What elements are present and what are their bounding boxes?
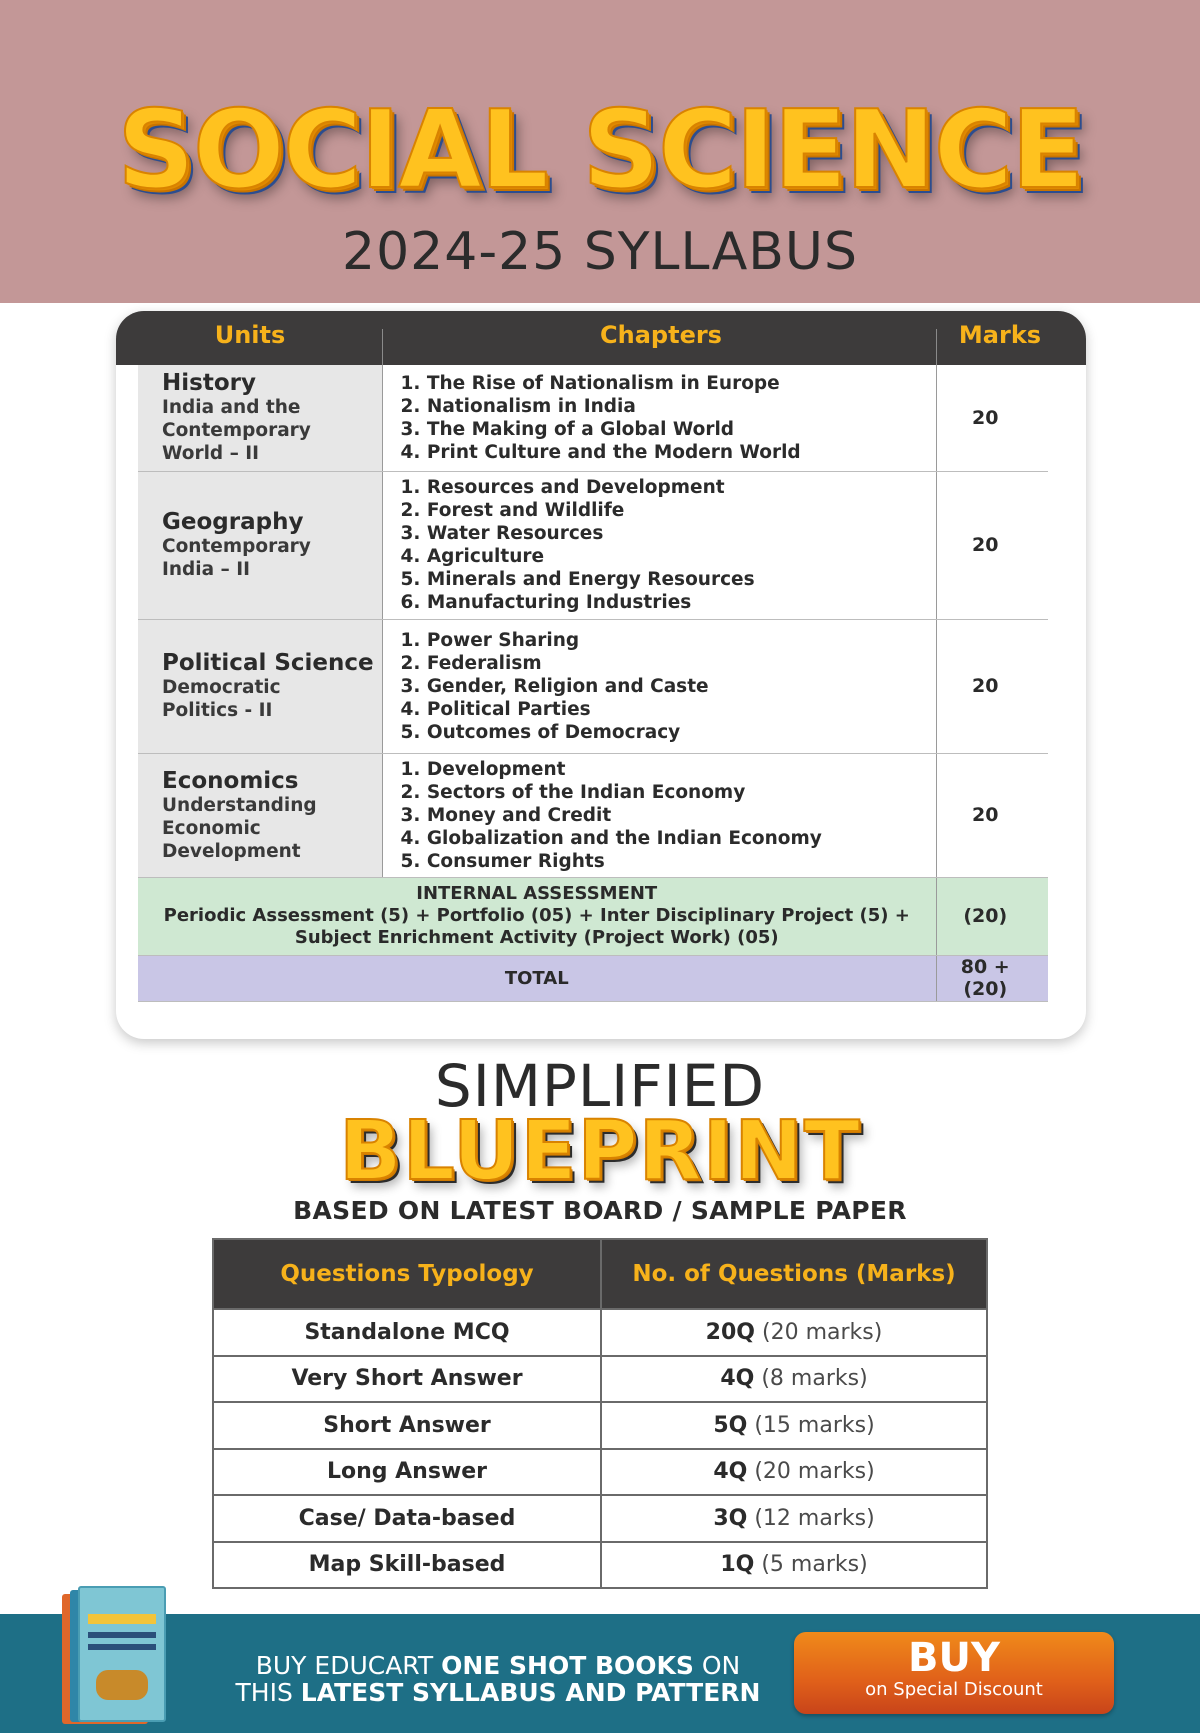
marks-cell: 20 bbox=[936, 471, 1048, 619]
syllabus-table-header bbox=[116, 311, 1086, 365]
syllabus-row bbox=[138, 619, 1048, 753]
chapter-item: 2. Federalism bbox=[400, 652, 542, 674]
question-count: 20Q bbox=[705, 1319, 755, 1345]
internal-assessment-line: Subject Enrichment Activity (Project Work) (05) bbox=[294, 927, 779, 948]
chapters-cell bbox=[382, 471, 936, 619]
unit-book-title-line: Contemporary bbox=[162, 536, 311, 557]
internal-assessment-row bbox=[138, 877, 1048, 955]
question-count: 4Q bbox=[720, 1366, 755, 1392]
question-type: Case/ Data-based bbox=[213, 1495, 601, 1542]
total-row bbox=[138, 955, 1048, 1001]
question-count: 4Q bbox=[713, 1459, 748, 1485]
question-type: Very Short Answer bbox=[213, 1356, 601, 1403]
question-count-cell bbox=[601, 1356, 987, 1403]
chapter-item: 2. Nationalism in India bbox=[400, 395, 636, 417]
question-count: 1Q bbox=[720, 1552, 755, 1578]
chapter-item: 4. Print Culture and the Modern World bbox=[400, 441, 801, 463]
column-header-units: Units bbox=[214, 321, 286, 349]
unit-book-title-line: Economic bbox=[162, 817, 261, 839]
blueprint-row bbox=[213, 1309, 987, 1356]
internal-assessment-line: Periodic Assessment (5) + Portfolio (05) + Inter Disciplinary Project (5) + bbox=[163, 905, 910, 926]
question-count-cell bbox=[601, 1402, 987, 1449]
unit-book-title-line: India – II bbox=[162, 559, 251, 580]
unit-cell bbox=[138, 471, 382, 619]
blueprint-table bbox=[212, 1238, 988, 1589]
promo-text: BUY EDUCART ONE SHOT BOOKS ON THIS LATEST SYLLABUS AND PATTERN bbox=[235, 1651, 761, 1707]
blueprint-row bbox=[213, 1449, 987, 1496]
chapter-item: 2. Forest and Wildlife bbox=[400, 500, 625, 521]
question-count: 3Q bbox=[713, 1505, 748, 1531]
unit-name: Political Science bbox=[162, 650, 374, 676]
unit-book-title-line: Development bbox=[162, 840, 301, 862]
question-marks: (12 marks) bbox=[754, 1505, 875, 1531]
column-header-question-typology: Questions Typology bbox=[213, 1239, 601, 1309]
blueprint-subheading: BASED ON LATEST BOARD / SAMPLE PAPER bbox=[293, 1196, 907, 1225]
chapter-item: 4. Agriculture bbox=[400, 546, 545, 567]
internal-assessment-cell bbox=[138, 877, 936, 955]
question-count-cell bbox=[601, 1309, 987, 1356]
syllabus-table bbox=[138, 365, 1048, 1002]
chapter-item: 1. The Rise of Nationalism in Europe bbox=[400, 372, 780, 394]
syllabus-row bbox=[138, 753, 1048, 877]
chapter-item: 5. Minerals and Energy Resources bbox=[400, 569, 755, 590]
chapter-item: 6. Manufacturing Industries bbox=[400, 592, 692, 613]
chapter-item: 3. Gender, Religion and Caste bbox=[400, 675, 709, 697]
total-label: TOTAL bbox=[138, 955, 936, 1001]
chapter-item: 3. Money and Credit bbox=[400, 804, 612, 826]
book-cover-image bbox=[62, 1584, 172, 1732]
internal-assessment-title: INTERNAL ASSESSMENT bbox=[416, 883, 658, 904]
question-marks: (15 marks) bbox=[754, 1412, 875, 1438]
internal-assessment-marks: (20) bbox=[936, 877, 1048, 955]
syllabus-row bbox=[138, 365, 1048, 471]
buy-button-label: BUY bbox=[908, 1635, 1000, 1681]
unit-name: Economics bbox=[162, 767, 299, 794]
question-type: Map Skill-based bbox=[213, 1542, 601, 1589]
marks-cell: 20 bbox=[936, 365, 1048, 471]
unit-book-title-line: World – II bbox=[162, 443, 260, 465]
column-header-question-count: No. of Questions (Marks) bbox=[601, 1239, 987, 1309]
chapter-item: 1. Resources and Development bbox=[400, 477, 725, 498]
question-marks: (20 marks) bbox=[762, 1319, 883, 1345]
chapter-item: 5. Consumer Rights bbox=[400, 850, 605, 872]
question-type: Short Answer bbox=[213, 1402, 601, 1449]
chapter-item: 5. Outcomes of Democracy bbox=[400, 721, 681, 743]
chapter-item: 1. Power Sharing bbox=[400, 629, 580, 651]
question-marks: (20 marks) bbox=[754, 1459, 875, 1485]
chapter-item: 2. Sectors of the Indian Economy bbox=[400, 781, 746, 803]
chapters-cell bbox=[382, 365, 936, 471]
question-type: Long Answer bbox=[213, 1449, 601, 1496]
unit-book-title-line: Contemporary bbox=[162, 420, 311, 442]
unit-cell bbox=[138, 753, 382, 877]
column-header-marks: Marks bbox=[958, 321, 1042, 349]
unit-book-title-line: India and the bbox=[162, 397, 301, 419]
chapter-item: 4. Globalization and the Indian Economy bbox=[400, 827, 822, 849]
blueprint-heading: BLUEPRINT bbox=[339, 1104, 861, 1199]
buy-button-sublabel: on Special Discount bbox=[865, 1679, 1043, 1700]
syllabus-row bbox=[138, 471, 1048, 619]
question-count-cell bbox=[601, 1495, 987, 1542]
unit-cell bbox=[138, 619, 382, 753]
chapter-item: 4. Political Parties bbox=[400, 698, 591, 720]
question-count-cell bbox=[601, 1542, 987, 1589]
chapters-cell bbox=[382, 619, 936, 753]
marks-cell: 20 bbox=[936, 753, 1048, 877]
question-type: Standalone MCQ bbox=[213, 1309, 601, 1356]
question-marks: (8 marks) bbox=[761, 1366, 868, 1392]
unit-book-title-line: Politics - II bbox=[162, 700, 273, 721]
blueprint-heading-top: SIMPLIFIED bbox=[434, 1052, 766, 1120]
blueprint-row bbox=[213, 1495, 987, 1542]
page-subtitle: 2024-25 SYLLABUS bbox=[341, 222, 859, 282]
chapters-cell bbox=[382, 753, 936, 877]
blueprint-row bbox=[213, 1542, 987, 1589]
blueprint-row bbox=[213, 1402, 987, 1449]
buy-button[interactable] bbox=[794, 1632, 1114, 1714]
page-title: SOCIAL SCIENCE bbox=[117, 88, 1083, 213]
marks-cell: 20 bbox=[936, 619, 1048, 753]
blueprint-row bbox=[213, 1356, 987, 1403]
unit-book-title-line: Understanding bbox=[162, 794, 317, 816]
chapter-item: 3. Water Resources bbox=[400, 523, 604, 544]
question-marks: (5 marks) bbox=[761, 1552, 868, 1578]
unit-name: Geography bbox=[162, 509, 304, 535]
column-header-chapters: Chapters bbox=[600, 321, 722, 349]
unit-cell bbox=[138, 365, 382, 471]
chapter-item: 3. The Making of a Global World bbox=[400, 418, 735, 440]
chapter-item: 1. Development bbox=[400, 758, 566, 780]
question-count: 5Q bbox=[713, 1412, 748, 1438]
unit-name: History bbox=[162, 370, 256, 397]
unit-book-title-line: Democratic bbox=[162, 677, 281, 698]
total-marks: 80 + (20) bbox=[936, 955, 1048, 1001]
question-count-cell bbox=[601, 1449, 987, 1496]
